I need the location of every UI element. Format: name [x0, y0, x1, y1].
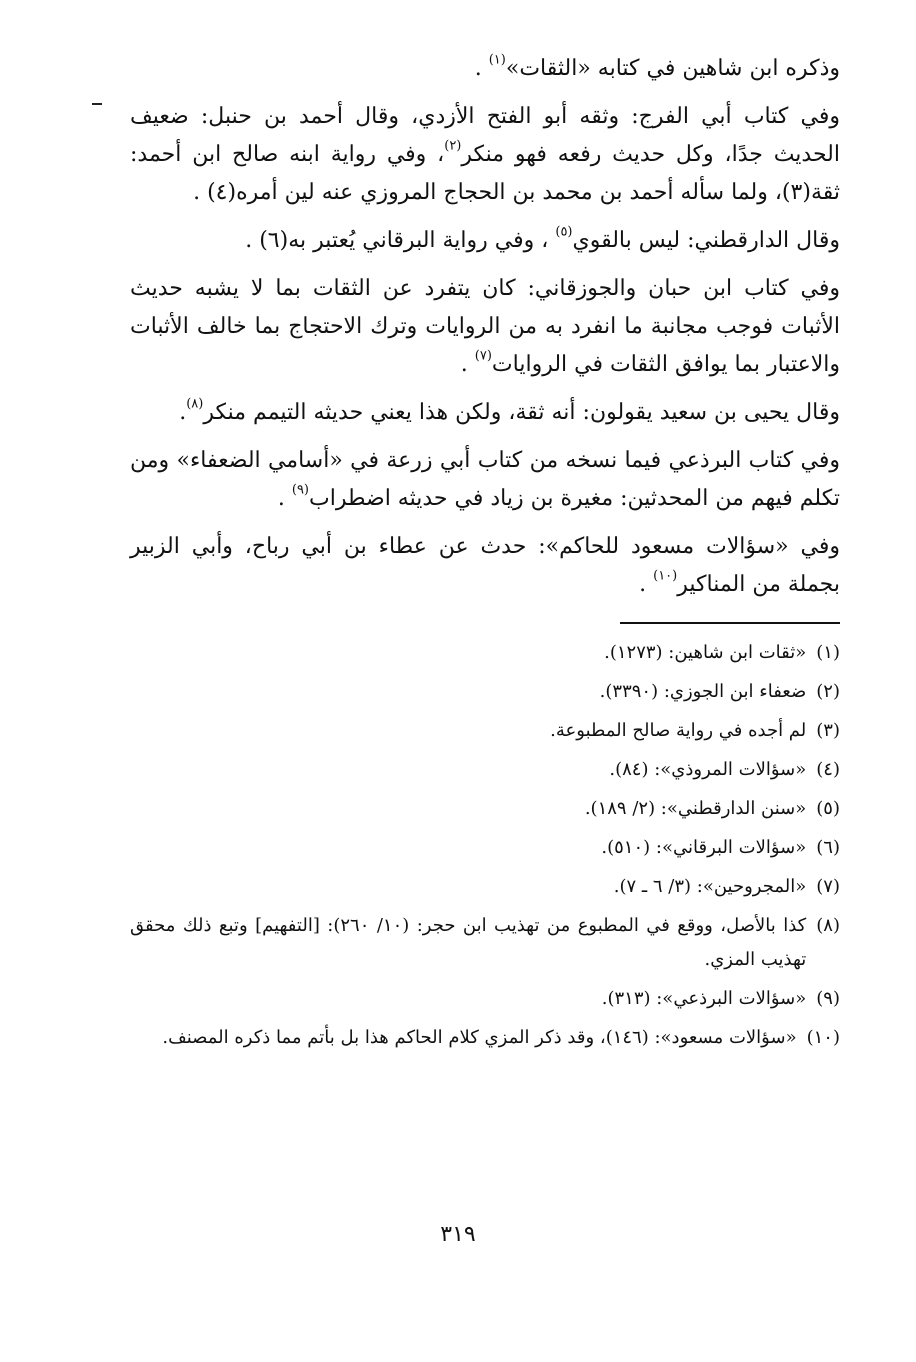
footnote-text: «سؤالات مسعود»: (١٤٦)، وقد ذكر المزي كلام الحاكم هذا بل بأتم مما ذكره المصنف. [162, 1027, 797, 1048]
note-ref: (٥) [555, 224, 573, 240]
footnote-number: (٢) [816, 681, 840, 702]
paragraph-5: وقال يحيى بن سعيد يقولون: أنه ثقة، ولكن هذا يعني حديثه التيمم منكر$^{(٨)}$. [179, 396, 840, 425]
footnote-number: (١٠) [806, 1027, 840, 1048]
footnote-text: ضعفاء ابن الجوزي: (٣٣٩٠). [599, 681, 807, 702]
footnote-5 [130, 792, 840, 826]
footnote-text: «ثقات ابن شاهين: (١٢٧٣). [604, 642, 807, 663]
footnote-text: «سؤالات البرذعي»: (٣١٣). [601, 988, 807, 1009]
footnotes-list [130, 636, 840, 1055]
footnote-7 [130, 870, 840, 904]
page-number: ٣١٩ [440, 1222, 476, 1247]
footnote-10 [130, 1021, 840, 1055]
paragraph-1: وذكره ابن شاهين في كتابه «الثقات»$^{(١)}$ . [474, 52, 840, 81]
footnote-number: (٧) [816, 876, 840, 897]
footnote-divider [620, 622, 840, 624]
page-body [130, 50, 840, 1060]
note-ref: (١٠) [653, 568, 678, 584]
footnote-number: (٤) [816, 759, 840, 780]
footnote-4 [130, 753, 840, 787]
paragraph-7: وفي «سؤالات مسعود للحاكم»: حدث عن عطاء بن أبي رباح، وأبي الزبير بجملة من المناكير$^{(١٠)}$ . [130, 534, 840, 597]
footnote-text: «المجروحين»: (٣/ ٦ ـ ٧). [613, 876, 807, 897]
footnote-8 [130, 909, 840, 977]
footnote-9 [130, 982, 840, 1016]
footnote-text: «سؤالات المروذي»: (٨٤). [609, 759, 807, 780]
note-ref: (٢) [444, 138, 462, 154]
footnote-number: (١) [816, 642, 840, 663]
note-ref: (٧) [474, 348, 492, 364]
note-ref: (٩) [291, 482, 309, 498]
footnote-1 [130, 636, 840, 670]
note-ref: (٨) [186, 396, 204, 412]
footnote-text: كذا بالأصل، ووقع في المطبوع من تهذيب ابن حجر: (١٠/ ٢٦٠): [التفهيم] وتبع ذلك محقق تهذيب المزي. [130, 915, 807, 970]
footnote-3 [130, 714, 840, 748]
footnote-number: (٨) [816, 915, 840, 936]
footnote-text: لم أجده في رواية صالح المطبوعة. [550, 720, 807, 741]
footnote-6 [130, 831, 840, 865]
paragraph-3: وقال الدارقطني: ليس بالقوي$^{(٥)}$ ، وفي رواية البرقاني يُعتبر به(٦) . [245, 224, 840, 253]
footnote-text: «سؤالات البرقاني»: (٥١٠). [601, 837, 807, 858]
footnote-text: «سنن الدارقطني»: (٢/ ١٨٩). [584, 798, 807, 819]
stray-mark [92, 103, 102, 105]
footnote-2 [130, 675, 840, 709]
footnote-number: (٩) [816, 988, 840, 1009]
note-ref: (١) [488, 52, 506, 68]
footnote-number: (٣) [816, 720, 840, 741]
paragraph-4: وفي كتاب ابن حبان والجوزقاني: كان يتفرد عن الثقات بما لا يشبه حديث الأثبات فوجب مجانبة ما انفرد به من الروايات وترك الاحتجاج بما خالف الأثبات والاعتبار بما يوافق الثقات في الروايات$^{(٧)}$ . [130, 276, 840, 377]
footnote-number: (٥) [816, 798, 840, 819]
paragraph-2: وفي كتاب أبي الفرج: وثقه أبو الفتح الأزدي، وقال أحمد بن حنبل: ضعيف الحديث جدًا، وكل حديث رفعه فهو منكر$^{(٢)}$، وفي رواية ابنه صالح ابن أحمد: ثقة(٣)، ولما سأله أحمد بن محمد بن الحجاج المروزي عنه لين أمره(٤) . [130, 104, 840, 205]
paragraph-6: وفي كتاب البرذعي فيما نسخه من كتاب أبي زرعة في «أسامي الضعفاء» ومن تكلم فيهم من المحدثين: مغيرة بن زياد في حديثه اضطراب$^{(٩)}$ . [130, 448, 840, 511]
footnote-number: (٦) [816, 837, 840, 858]
